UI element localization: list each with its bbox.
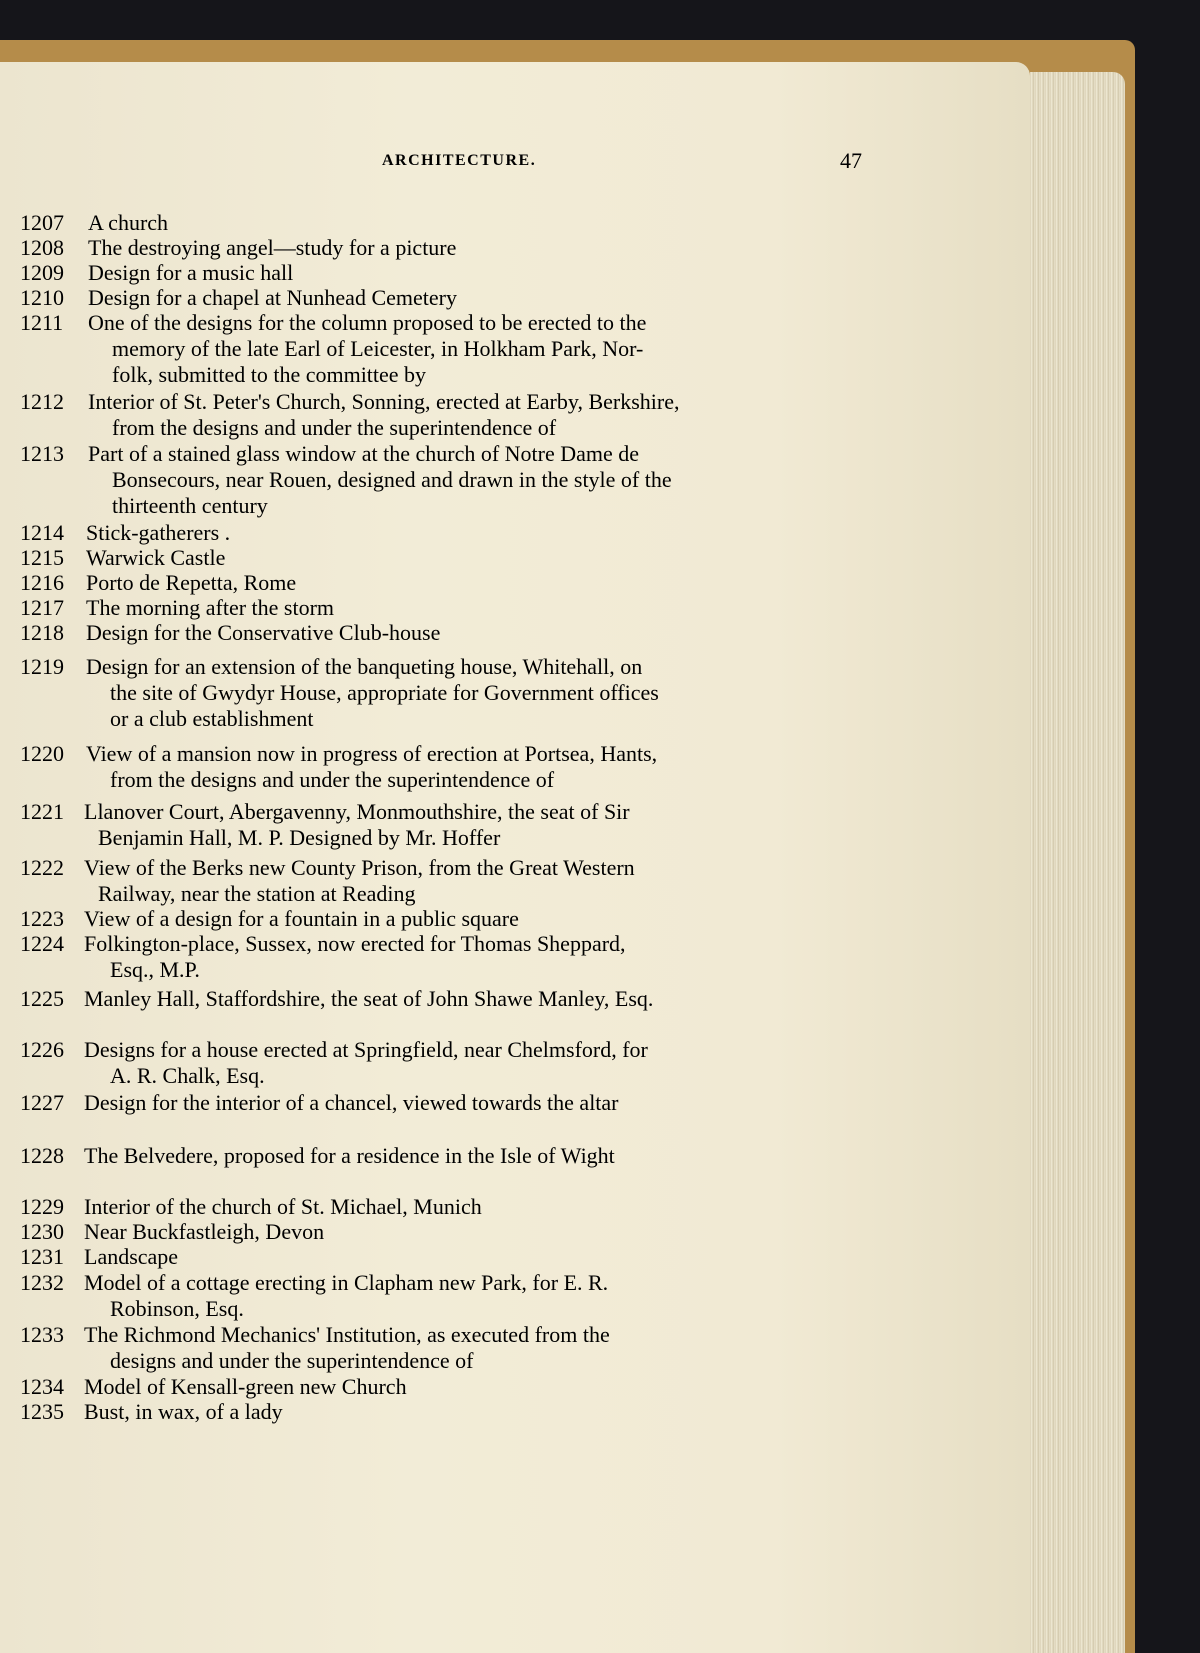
entry-number: 1210 <box>20 285 64 310</box>
entry-title-line: Warwick Castle <box>86 545 226 570</box>
entry-number: 1213 <box>20 441 64 466</box>
entry-title-line: View of the Berks new County Prison, from the Great Western <box>84 855 635 880</box>
entry-title-line: View of a mansion now in progress of erection at Portsea, Hants, <box>86 741 658 766</box>
entry-number: 1215 <box>20 545 64 570</box>
entry-number: 1226 <box>20 1037 64 1062</box>
section-heading: ARCHITECTURE. <box>382 152 537 169</box>
entry-number: 1222 <box>20 855 64 880</box>
entry-title-line: thirteenth century <box>112 493 268 518</box>
entry-title-line: Design for a chapel at Nunhead Cemetery <box>88 285 457 310</box>
entry-title-line: A church <box>88 210 169 235</box>
entry-title-line: Llanover Court, Abergavenny, Monmouthshire, the seat of Sir <box>84 799 630 824</box>
entry-title-line: memory of the late Earl of Leicester, in Holkham Park, Nor- <box>112 336 644 361</box>
page-number: 47 <box>840 148 862 173</box>
entry-number: 1216 <box>20 570 64 595</box>
entry-title-line: Design for a music hall <box>88 260 294 285</box>
entry-title-line: Model of a cottage erecting in Clapham new Park, for E. R. <box>84 1270 609 1295</box>
entry-number: 1230 <box>20 1219 64 1244</box>
entry-number: 1209 <box>20 260 64 285</box>
entry-title-line: Bonsecours, near Rouen, designed and drawn in the style of the <box>112 467 672 492</box>
entry-number: 1219 <box>20 654 64 679</box>
entry-number: 1218 <box>20 620 64 645</box>
entry-number: 1235 <box>20 1399 64 1424</box>
entry-title-line: Manley Hall, Staffordshire, the seat of John Shawe Manley, Esq. <box>84 986 654 1011</box>
entry-title-line: The destroying angel—study for a picture <box>88 235 457 260</box>
entry-title-line: folk, submitted to the committee by <box>112 362 427 387</box>
entry-title-line: Interior of St. Peter's Church, Sonning, erected at Earby, Berkshire, <box>88 389 680 414</box>
entry-title-line: Model of Kensall-green new Church <box>84 1374 407 1399</box>
entry-title-line: Railway, near the station at Reading <box>98 881 416 906</box>
entry-title-line: The Richmond Mechanics' Institution, as executed from the <box>84 1322 610 1347</box>
entry-title-line: A. R. Chalk, Esq. <box>110 1063 265 1088</box>
entry-number: 1227 <box>20 1090 64 1115</box>
entry-title-line: Interior of the church of St. Michael, Munich <box>84 1194 482 1219</box>
entry-number: 1234 <box>20 1374 64 1399</box>
entry-title-line: or a club establishment <box>110 706 314 731</box>
entry-title-line: Near Buckfastleigh, Devon <box>84 1219 325 1244</box>
entry-title-line: View of a design for a fountain in a public square <box>84 906 519 931</box>
entry-number: 1214 <box>20 520 64 545</box>
entry-number: 1229 <box>20 1194 64 1219</box>
entry-title-line: Stick-gatherers . <box>86 520 231 545</box>
entry-title-line: Robinson, Esq. <box>110 1296 244 1321</box>
entry-title-line: Part of a stained glass window at the church of Notre Dame de <box>88 441 640 466</box>
entry-number: 1221 <box>20 799 64 824</box>
entry-number: 1224 <box>20 931 64 956</box>
entry-title-line: from the designs and under the superintendence of <box>110 767 555 792</box>
entry-title-line: The morning after the storm <box>86 595 335 620</box>
entry-title-line: Landscape <box>84 1244 179 1269</box>
entry-title-line: Design for the interior of a chancel, viewed towards the altar <box>84 1090 619 1115</box>
page-edges <box>1030 72 1125 1653</box>
entry-title-line: One of the designs for the column proposed to be erected to the <box>88 310 647 335</box>
entry-title-line: Design for the Conservative Club-house <box>86 620 441 645</box>
entry-number: 1232 <box>20 1270 64 1295</box>
entry-number: 1228 <box>20 1143 64 1168</box>
entry-number: 1231 <box>20 1244 64 1269</box>
entry-number: 1217 <box>20 595 64 620</box>
entry-title-line: from the designs and under the superintendence of <box>112 415 557 440</box>
entry-title-line: Bust, in wax, of a lady <box>84 1399 283 1424</box>
entry-title-line: The Belvedere, proposed for a residence in the Isle of Wight <box>84 1143 615 1168</box>
entry-title-line: Folkington-place, Sussex, now erected for Thomas Sheppard, <box>84 931 626 956</box>
entry-number: 1233 <box>20 1322 64 1347</box>
entry-number: 1208 <box>20 235 64 260</box>
entry-title-line: Designs for a house erected at Springfield, near Chelmsford, for <box>84 1037 648 1062</box>
entry-number: 1211 <box>20 310 64 335</box>
entry-number: 1225 <box>20 986 64 1011</box>
entry-title-line: Porto de Repetta, Rome <box>86 570 297 595</box>
entry-number: 1212 <box>20 389 64 414</box>
entry-number: 1223 <box>20 906 64 931</box>
entry-number: 1207 <box>20 210 64 235</box>
entry-number: 1220 <box>20 741 64 766</box>
entry-title-line: Benjamin Hall, M. P. Designed by Mr. Hoffer <box>98 825 501 850</box>
entry-title-line: designs and under the superintendence of <box>110 1348 474 1373</box>
entry-title-line: the site of Gwydyr House, appropriate for Government offices <box>110 680 659 705</box>
entry-title-line: Design for an extension of the banqueting house, Whitehall, on <box>86 654 643 679</box>
entry-title-line: Esq., M.P. <box>110 957 200 982</box>
